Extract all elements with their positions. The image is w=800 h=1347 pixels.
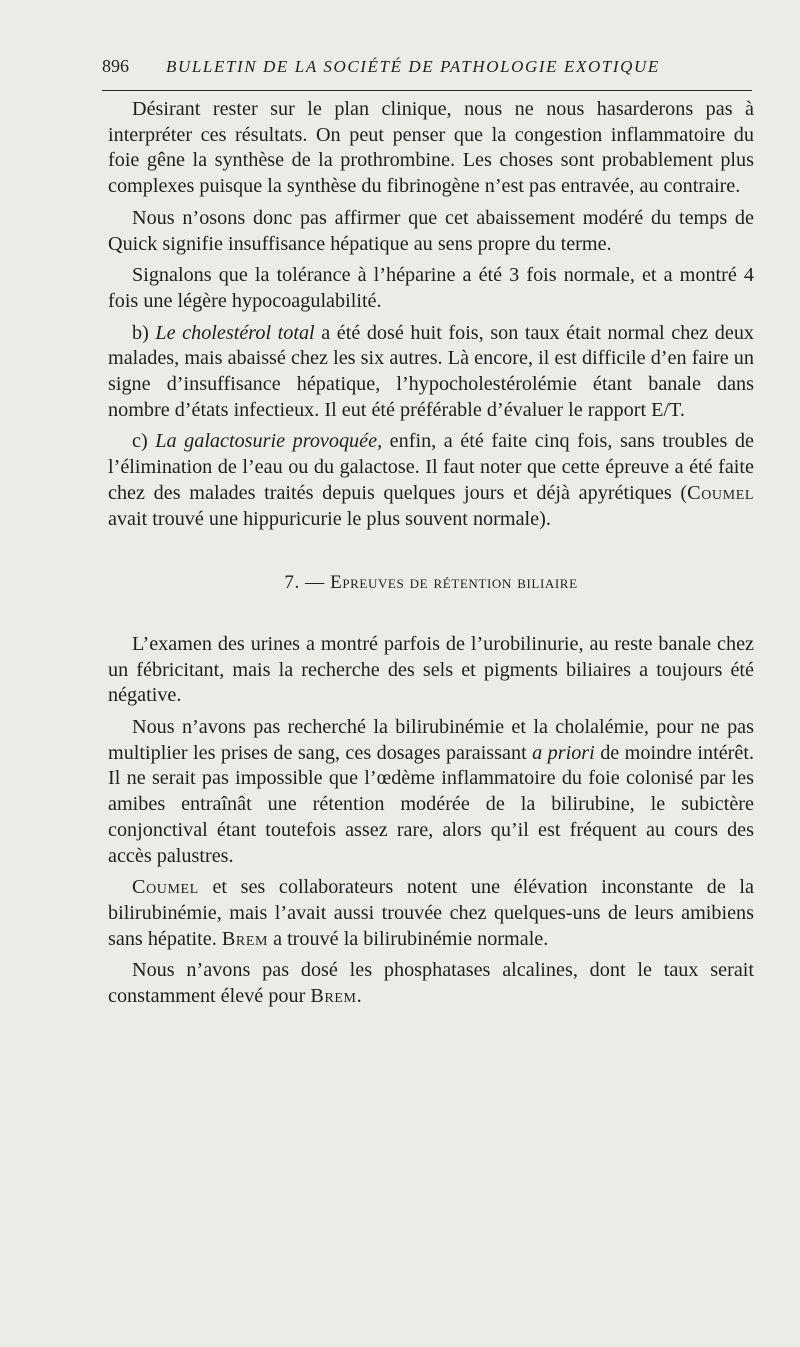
paragraph-cholesterol xyxy=(108,321,754,424)
item-label: c) xyxy=(132,430,156,453)
paragraph-text: . xyxy=(356,985,362,1008)
page-number: 896 xyxy=(102,56,129,76)
paragraph-text: et ses collaborateurs notent une élévation inconstante de la bilirubinémie, mais l’avait aussi trouvée chez quelques-uns de leurs amibiens sans hépatite. xyxy=(108,876,754,950)
paragraph-text: de moindre intérêt. Il ne serait pas impossible que l’œdème inflammatoire du foie colonisé par les amibes entraînât une rétention modérée de la bilirubine, le subictère conjonctival étant toutefois assez rare, alors qu’il est fréquent au cours des accès palustres. xyxy=(108,741,754,867)
paragraph-text: a trouvé la bilirubinémie normale. xyxy=(268,927,549,950)
running-title: BULLETIN DE LA SOCIÉTÉ DE PATHOLOGIE EXOTIQUE xyxy=(166,57,660,76)
author-name: Coumel xyxy=(132,876,199,899)
header-rule xyxy=(102,90,752,91)
author-name: Brem xyxy=(310,985,357,1008)
italic-phrase: a priori xyxy=(532,741,595,764)
page-header xyxy=(102,56,752,77)
item-title: Le cholestérol total xyxy=(155,321,315,344)
paragraph-quick: Nous n’osons donc pas affirmer que cet abaissement modéré du temps de Quick signifie insuffisance hépatique au sens propre du terme. xyxy=(108,206,754,255)
article-body xyxy=(108,97,754,1016)
paragraph-bilirubinemie xyxy=(108,715,754,869)
author-name: Coumel xyxy=(687,481,754,504)
paragraph-text: Nous n’avons pas dosé les phosphatases alcalines, dont le taux serait constamment élevé pour xyxy=(108,959,754,1008)
paragraph-urines: L’examen des urines a montré parfois de l’urobilinurie, au reste banale chez un fébricitant, mais la recherche des sels et pigments biliaires a toujours été négative. xyxy=(108,632,754,707)
paragraph-galactosurie xyxy=(108,429,754,532)
author-name: Brem xyxy=(221,927,269,950)
section-heading: 7. — Epreuves de rétention biliaire xyxy=(284,572,578,594)
paragraph-coumel xyxy=(108,875,754,952)
paragraph-prothrombine: Désirant rester sur le plan clinique, nous ne nous hasarderons pas à interpréter ces résultats. On peut penser que la congestion inflammatoire du foie gêne la synthèse de la prothrombine. Les choses sont probablement plus complexes puisque la synthèse du fibrinogène n’est pas entravée, au contraire. xyxy=(108,98,754,198)
paragraph-phosphatases xyxy=(108,958,754,1009)
item-title: La galactosurie provoquée, xyxy=(155,430,383,453)
paragraph-text: Nous n’avons pas recherché la bilirubinémie et la cholalémie, pour ne pas multiplier les prises de sang, ces dosages paraissant xyxy=(108,716,754,764)
paragraph-text: avait trouvé une hippuricurie le plus souvent normale). xyxy=(108,507,551,530)
item-label: b) xyxy=(132,321,156,344)
paragraph-heparine: Signalons que la tolérance à l’héparine a été 3 fois normale, et a montré 4 fois une légère hypocoagulabilité. xyxy=(108,264,754,312)
paragraph-text: a été dosé huit fois, son taux était normal chez deux malades, mais abaissé chez les six autres. Là encore, il est difficile d’en faire un signe d’insuffisance hépatique, l’hypocholestérolémie étant banale dans nombre d’états infectieux. Il eut été préférable d’évaluer le rapport E/T. xyxy=(108,321,755,421)
paragraph-text: enfin, a été faite cinq fois, sans troubles de l’élimination de l’eau ou du galactose. Il faut noter que cette épreuve a été faite chez des malades traités depuis quelques jours et déjà apyrétiques ( xyxy=(108,430,754,504)
